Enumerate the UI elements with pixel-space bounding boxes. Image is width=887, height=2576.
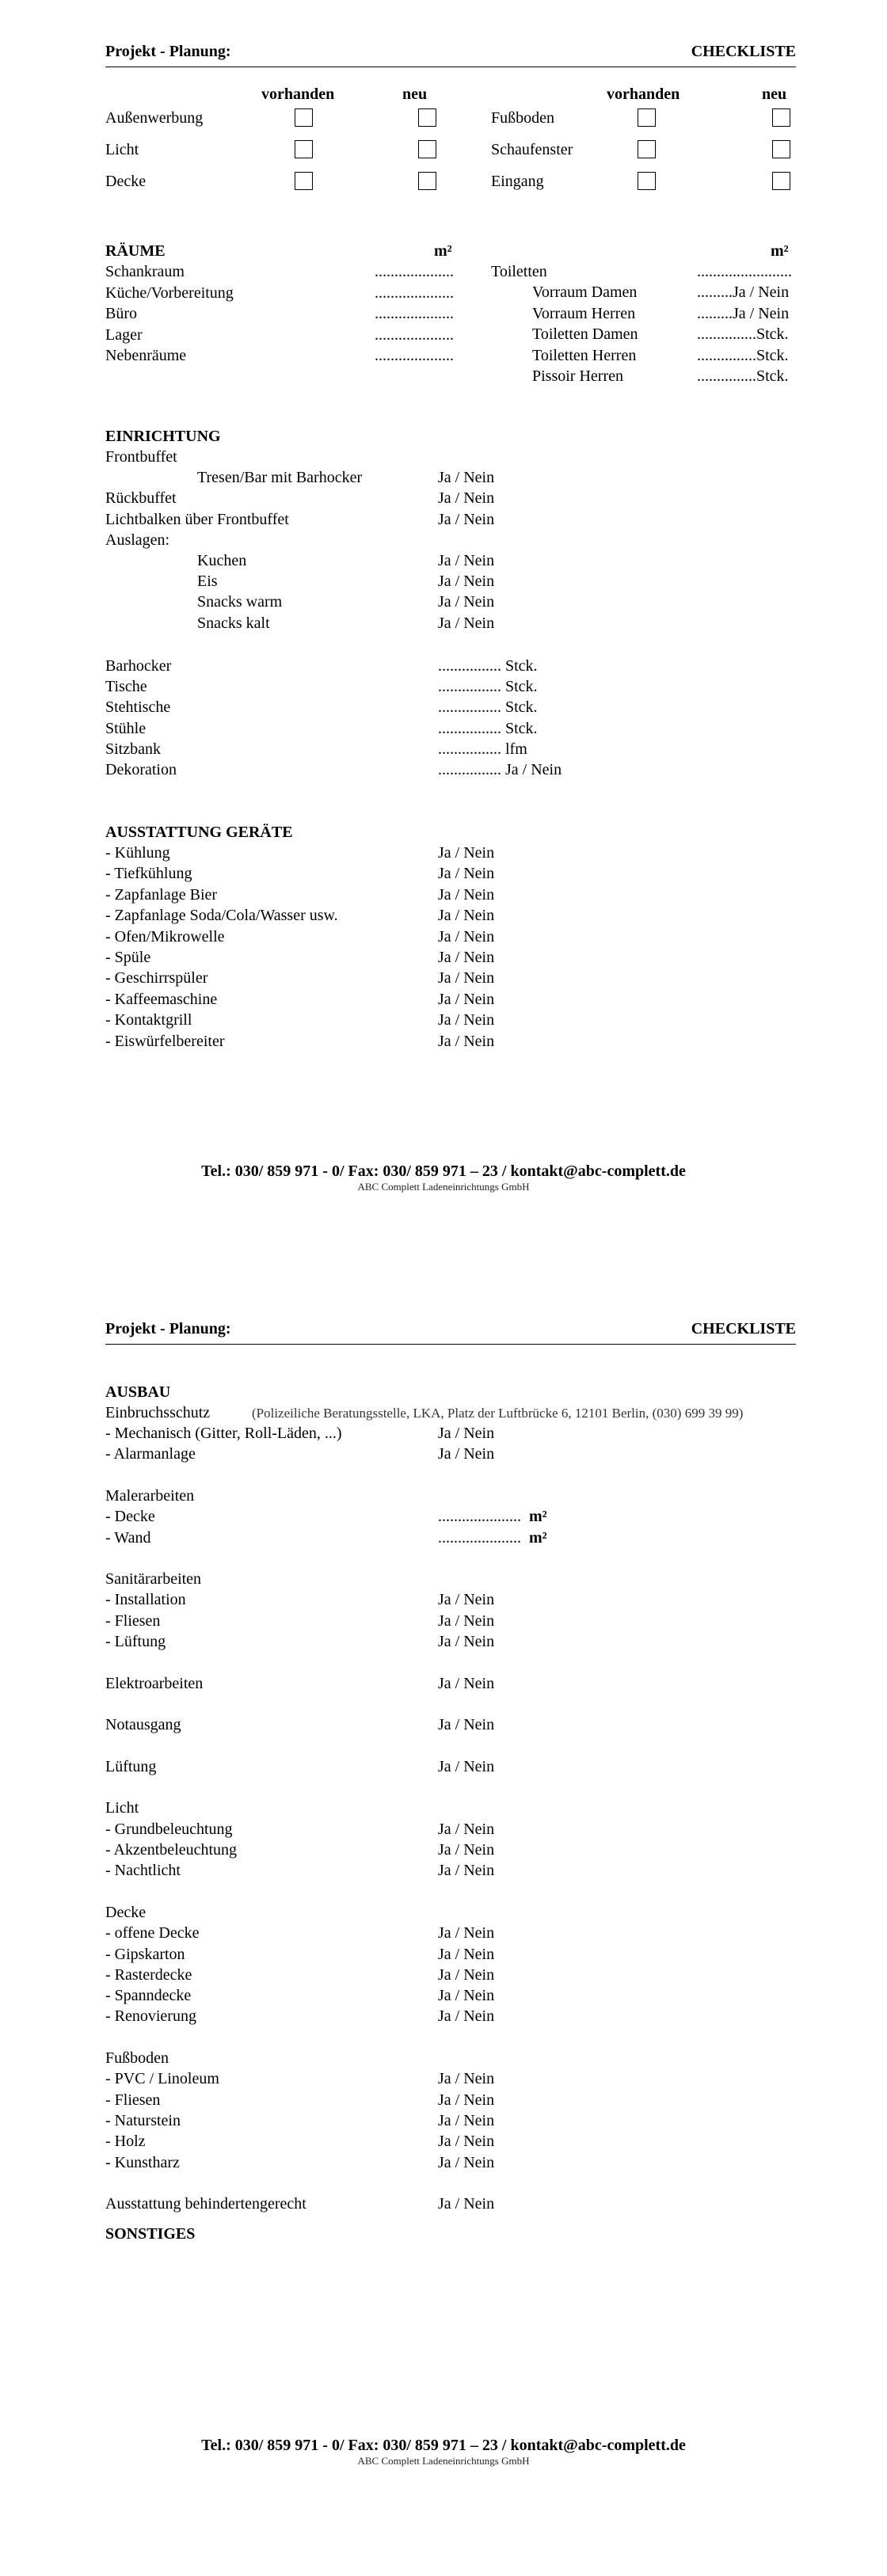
- einrichtung-item-label: Lichtbalken über Frontbuffet: [105, 510, 289, 528]
- neu-checkbox[interactable]: [418, 172, 436, 190]
- yes-no-option[interactable]: Ja / Nein: [438, 510, 495, 528]
- unit-label-left: m²: [434, 242, 452, 260]
- yes-no-option[interactable]: Ja / Nein: [438, 844, 495, 862]
- header-checklist-label: CHECKLISTE: [691, 43, 796, 60]
- room-area-field[interactable]: ....................: [375, 325, 454, 344]
- unit-label: m²: [529, 1508, 547, 1526]
- yes-no-option[interactable]: Ja / Nein: [438, 614, 495, 632]
- footer-contact: Tel.: 030/ 859 971 - 0/ Fax: 030/ 859 971 – 23 / kontakt@abc-complett.de: [201, 1162, 686, 1180]
- col-header-vorhanden-right: vorhanden: [607, 86, 680, 103]
- checkbox-row-label: Schaufenster: [491, 141, 573, 158]
- furniture-label: Dekoration: [105, 761, 177, 778]
- ausbau-item-label: - Fliesen: [105, 2091, 161, 2109]
- ausbau-item-value[interactable]: Ja / Nein: [438, 1945, 495, 1963]
- room-area-field[interactable]: ....................: [375, 263, 454, 280]
- unit-label-right: m²: [771, 242, 789, 260]
- furniture-quantity-field[interactable]: ................ Ja / Nein: [438, 761, 562, 778]
- ausbau-item-label: - Decke: [105, 1508, 155, 1526]
- einrichtung-item-label: Tresen/Bar mit Barhocker: [197, 469, 363, 487]
- ausbau-item-label: - Spanndecke: [105, 1987, 192, 2005]
- ausbau-item-value[interactable]: Ja / Nein: [438, 2007, 495, 2026]
- yes-no-option[interactable]: Ja / Nein: [438, 927, 495, 946]
- yes-no-option[interactable]: Ja / Nein: [438, 552, 495, 569]
- section-title-ausbau: AUSBAU: [105, 1383, 171, 1401]
- checkbox-row-label: Licht: [105, 141, 139, 158]
- yes-no-option[interactable]: Ja / Nein: [438, 593, 495, 611]
- page-header: [105, 1317, 796, 1345]
- neu-checkbox[interactable]: [772, 140, 790, 158]
- furniture-label: Barhocker: [105, 657, 172, 675]
- room-label: Lager: [105, 325, 143, 344]
- furniture-label: Stühle: [105, 719, 147, 737]
- ausbau-item-label: - Grundbeleuchtung: [105, 1820, 233, 1838]
- device-label: - Kontaktgrill: [105, 1011, 192, 1029]
- device-label: - Eiswürfelbereiter: [105, 1032, 225, 1050]
- device-label: - Spüle: [105, 949, 151, 966]
- ausbau-item-value[interactable]: Ja / Nein: [438, 1862, 495, 1880]
- ausbau-item-label: Malerarbeiten: [105, 1486, 195, 1505]
- header-checklist-label: CHECKLISTE: [691, 1320, 796, 1337]
- yes-no-option[interactable]: Ja / Nein: [438, 1032, 495, 1050]
- yes-no-option[interactable]: Ja / Nein: [438, 885, 495, 904]
- room-label: Büro: [105, 305, 137, 322]
- toiletten-label: Toiletten: [491, 263, 547, 280]
- neu-checkbox[interactable]: [418, 108, 436, 127]
- ausbau-item-value[interactable]: Ja / Nein: [438, 1716, 495, 1734]
- ausbau-item-label: Sanitärarbeiten: [105, 1570, 202, 1589]
- header-project-label: Projekt - Planung:: [105, 1320, 231, 1337]
- einrichtung-item-label: Auslagen:: [105, 531, 170, 549]
- ausbau-item-label: Elektroarbeiten: [105, 1674, 204, 1692]
- furniture-quantity-field[interactable]: ................ lfm: [438, 740, 527, 758]
- furniture-label: Sitzbank: [105, 740, 161, 758]
- yes-no-option[interactable]: Ja / Nein: [438, 469, 495, 487]
- neu-checkbox[interactable]: [772, 172, 790, 190]
- toilet-item-label: Pissoir Herren: [532, 367, 623, 385]
- ausbau-item-value[interactable]: .....................: [438, 1508, 521, 1526]
- einrichtung-item-label: Snacks warm: [197, 593, 283, 611]
- einbruch-note: (Polizeiliche Beratungsstelle, LKA, Platz der Luftbrücke 6, 12101 Berlin, (030) 699 39 99): [252, 1406, 744, 1421]
- furniture-quantity-field[interactable]: ................ Stck.: [438, 698, 538, 717]
- ausbau-item-value[interactable]: Ja / Nein: [438, 2153, 495, 2171]
- checkbox-row-label: Eingang: [491, 173, 544, 190]
- page-header: [105, 40, 796, 67]
- ausbau-item-label: - Naturstein: [105, 2111, 181, 2129]
- toilet-item-value[interactable]: ...............Stck.: [697, 325, 789, 343]
- vorhanden-checkbox[interactable]: [295, 108, 313, 127]
- section-title-einrichtung: EINRICHTUNG: [105, 428, 221, 445]
- toilet-item-value[interactable]: ...............Stck.: [697, 367, 789, 385]
- footer-company: ABC Complett Ladeneinrichtungs GmbH: [357, 2455, 530, 2467]
- room-area-field[interactable]: ....................: [375, 283, 454, 302]
- ausbau-item-value[interactable]: Ja / Nein: [438, 1965, 495, 1984]
- einrichtung-item-label: Rückbuffet: [105, 489, 177, 508]
- ausbau-item-value[interactable]: Ja / Nein: [438, 1674, 495, 1692]
- einrichtung-item-label: Snacks kalt: [197, 614, 270, 632]
- yes-no-option[interactable]: Ja / Nein: [438, 969, 495, 987]
- ausbau-item-label: Fußboden: [105, 2049, 169, 2067]
- yes-no-option[interactable]: Ja / Nein: [438, 990, 495, 1008]
- furniture-label: Stehtische: [105, 698, 171, 717]
- room-area-field[interactable]: ....................: [375, 347, 454, 364]
- toiletten-value: ........................: [697, 263, 792, 280]
- ausbau-item-label: Ausstattung behindertengerecht: [105, 2195, 306, 2213]
- section-title-sonstiges: SONSTIGES: [105, 2225, 196, 2243]
- checkbox-row-label: Fußboden: [491, 109, 554, 127]
- ausbau-item-value[interactable]: Ja / Nein: [438, 2133, 495, 2151]
- ausbau-item-value[interactable]: Ja / Nein: [438, 2111, 495, 2129]
- checklist-page-2: [0, 1288, 887, 2576]
- vorhanden-checkbox[interactable]: [638, 108, 656, 127]
- ausbau-item-label: Notausgang: [105, 1716, 181, 1734]
- ausbau-item-label: - Nachtlicht: [105, 1862, 181, 1880]
- yes-no-option[interactable]: Ja / Nein: [438, 1011, 495, 1029]
- ausbau-item-value[interactable]: Ja / Nein: [438, 2195, 495, 2213]
- room-area-field[interactable]: ....................: [375, 305, 454, 322]
- ausbau-item-label: - Alarmanlage: [105, 1445, 196, 1463]
- yes-no-option[interactable]: Ja / Nein: [438, 865, 495, 883]
- toilet-item-label: Toiletten Herren: [532, 346, 637, 364]
- einrichtung-item-label: Eis: [197, 573, 218, 591]
- ausbau-item-value[interactable]: Ja / Nein: [438, 1757, 495, 1775]
- furniture-quantity-field[interactable]: ................ Stck.: [438, 657, 538, 675]
- vorhanden-checkbox[interactable]: [638, 140, 656, 158]
- toilet-item-value[interactable]: .........Ja / Nein: [697, 283, 790, 301]
- toilet-item-label: Toiletten Damen: [532, 325, 638, 343]
- device-label: - Zapfanlage Bier: [105, 885, 218, 904]
- ausbau-item-label: - Gipskarton: [105, 1945, 185, 1963]
- furniture-quantity-field[interactable]: ................ Stck.: [438, 678, 538, 696]
- ausbau-item-value[interactable]: Ja / Nein: [438, 1841, 495, 1859]
- vorhanden-checkbox[interactable]: [638, 172, 656, 190]
- header-project-label: Projekt - Planung:: [105, 43, 231, 60]
- ausbau-item-label: - Wand: [105, 1528, 151, 1547]
- section-title-geraete: AUSSTATTUNG GERÄTE: [105, 824, 293, 841]
- device-label: - Kaffeemaschine: [105, 990, 218, 1008]
- ausbau-item-value[interactable]: Ja / Nein: [438, 1820, 495, 1838]
- footer-company: ABC Complett Ladeneinrichtungs GmbH: [357, 1181, 530, 1193]
- yes-no-option[interactable]: Ja / Nein: [438, 573, 495, 591]
- checkbox-row-label: Decke: [105, 173, 147, 190]
- room-label: Küche/Vorbereitung: [105, 283, 234, 302]
- ausbau-item-label: Decke: [105, 1903, 147, 1921]
- ausbau-item-label: - offene Decke: [105, 1924, 200, 1942]
- ausbau-item-value[interactable]: Ja / Nein: [438, 1425, 495, 1442]
- yes-no-option[interactable]: Ja / Nein: [438, 949, 495, 966]
- ausbau-item-value[interactable]: Ja / Nein: [438, 1611, 495, 1630]
- ausbau-item-value[interactable]: .....................: [438, 1528, 521, 1547]
- yes-no-option[interactable]: Ja / Nein: [438, 489, 495, 508]
- toilet-item-label: Vorraum Damen: [532, 283, 638, 301]
- ausbau-item-label: Licht: [105, 1799, 139, 1817]
- neu-checkbox[interactable]: [418, 140, 436, 158]
- device-label: - Geschirrspüler: [105, 969, 208, 987]
- footer-contact: Tel.: 030/ 859 971 - 0/ Fax: 030/ 859 971 – 23 / kontakt@abc-complett.de: [201, 2437, 686, 2454]
- ausbau-item-value[interactable]: Ja / Nein: [438, 1924, 495, 1942]
- furniture-label: Tische: [105, 678, 147, 696]
- ausbau-item-label: - Akzentbeleuchtung: [105, 1841, 238, 1859]
- toilet-item-value[interactable]: .........Ja / Nein: [697, 304, 790, 322]
- ausbau-item-label: - Holz: [105, 2133, 146, 2151]
- section-title-raeume: RÄUME: [105, 242, 166, 260]
- ausbau-item-value[interactable]: Ja / Nein: [438, 1633, 495, 1650]
- toilet-item-label: Vorraum Herren: [532, 304, 636, 322]
- page-footer: [0, 2436, 887, 2468]
- col-header-neu-right: neu: [762, 86, 787, 103]
- einbruch-label: Einbruchsschutz: [105, 1404, 211, 1421]
- checkbox-row-label: Außenwerbung: [105, 109, 204, 127]
- einrichtung-item-label: Frontbuffet: [105, 448, 177, 466]
- ausbau-item-label: - Kunstharz: [105, 2153, 180, 2171]
- device-label: - Zapfanlage Soda/Cola/Wasser usw.: [105, 907, 338, 925]
- ausbau-item-value[interactable]: Ja / Nein: [438, 1987, 495, 2005]
- ausbau-item-label: - Fliesen: [105, 1611, 161, 1630]
- furniture-quantity-field[interactable]: ................ Stck.: [438, 719, 538, 737]
- ausbau-item-label: - Installation: [105, 1591, 186, 1609]
- neu-checkbox[interactable]: [772, 108, 790, 127]
- einrichtung-item-label: Kuchen: [197, 552, 247, 569]
- vorhanden-checkbox[interactable]: [295, 140, 313, 158]
- room-label: Schankraum: [105, 263, 185, 280]
- col-header-vorhanden-left: vorhanden: [261, 86, 335, 103]
- room-label: Nebenräume: [105, 347, 187, 364]
- ausbau-item-value[interactable]: Ja / Nein: [438, 1591, 495, 1609]
- page-footer: [0, 1162, 887, 1193]
- ausbau-item-label: - Mechanisch (Gitter, Roll-Läden, ...): [105, 1425, 342, 1442]
- vorhanden-checkbox[interactable]: [295, 172, 313, 190]
- device-label: - Ofen/Mikrowelle: [105, 927, 225, 946]
- toilet-item-value[interactable]: ...............Stck.: [697, 346, 789, 364]
- ausbau-item-label: Lüftung: [105, 1757, 157, 1775]
- ausbau-item-value[interactable]: Ja / Nein: [438, 1445, 495, 1463]
- device-label: - Kühlung: [105, 844, 170, 862]
- ausbau-item-label: - Rasterdecke: [105, 1965, 192, 1984]
- ausbau-item-label: - Renovierung: [105, 2007, 196, 2026]
- ausbau-item-value[interactable]: Ja / Nein: [438, 2091, 495, 2109]
- unit-label: m²: [529, 1528, 547, 1547]
- col-header-neu-left: neu: [402, 86, 428, 103]
- ausbau-item-label: - Lüftung: [105, 1633, 166, 1650]
- yes-no-option[interactable]: Ja / Nein: [438, 907, 495, 925]
- ausbau-item-label: - PVC / Linoleum: [105, 2070, 219, 2088]
- ausbau-item-value[interactable]: Ja / Nein: [438, 2070, 495, 2088]
- device-label: - Tiefkühlung: [105, 865, 192, 883]
